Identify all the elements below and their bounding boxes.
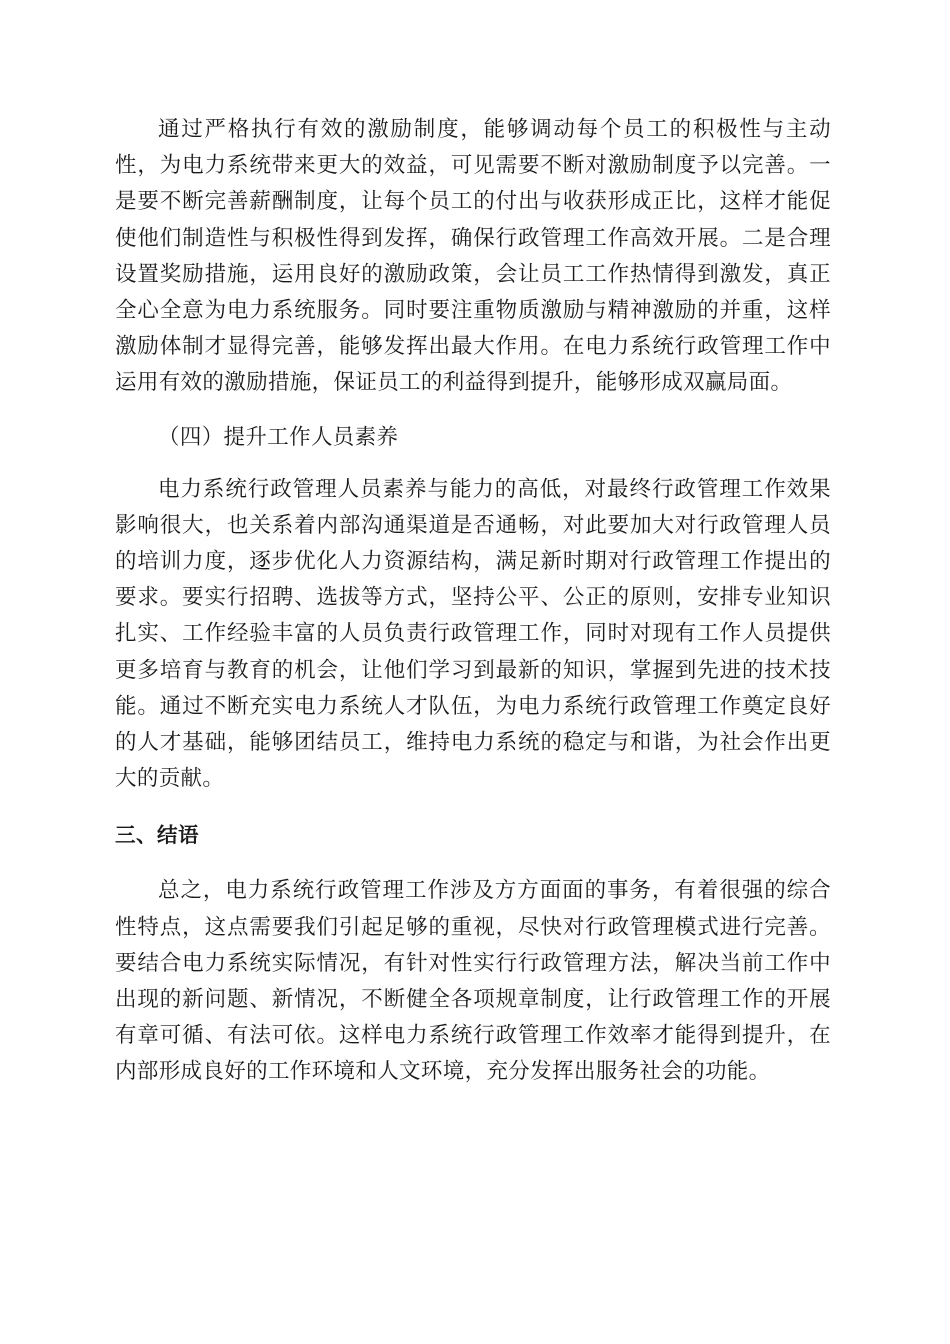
paragraph-staff-quality: 电力系统行政管理人员素养与能力的高低，对最终行政管理工作效果影响很大，也关系着内部沟通渠道是否通畅，对此要加大对行政管理人员的培训力度，逐步优化人力资源结构，满足新时期对行政管理工作提出的要求。要实行招聘、选拔等方式，坚持公平、公正的原则，安排专业知识扎实、工作经验丰富的人员负责行政管理工作，同时对现有工作人员提供更多培育与教育的机会，让他们学习到最新的知识，掌握到先进的技术技能。通过不断充实电力系统人才队伍，为电力系统行政管理工作奠定良好的人才基础，能够团结员工，维持电力系统的稳定与和谐，为社会作出更大的贡献。 (115, 476, 831, 792)
spacer (115, 797, 831, 817)
paragraph-conclusion: 总之，电力系统行政管理工作涉及方方面面的事务，有着很强的综合性特点，这点需要我们引起足够的重视，尽快对行政管理模式进行完善。要结合电力系统实际情况，有针对性实行行政管理方法，解决当前工作中出现的新问题、新情况，不断健全各项规章制度，让行政管理工作的开展有章可循、有法可依。这样电力系统行政管理工作效率才能得到提升，在内部形成良好的工作环境和人文环境，充分发挥出服务社会的功能。 (115, 878, 831, 1085)
document-body (115, 112, 831, 1091)
section-heading-conclusion: 三、结语 (115, 823, 199, 848)
paragraph-incentive-system: 通过严格执行有效的激励制度，能够调动每个员工的积极性与主动性，为电力系统带来更大的效益，可见需要不断对激励制度予以完善。一是要不断完善薪酬制度，让每个员工的付出与收获形成正比，这样才能促使他们制造性与积极性得到发挥，确保行政管理工作高效开展。二是合理设置奖励措施，运用良好的激励政策，会让员工工作热情得到激发，真正全心全意为电力系统服务。同时要注重物质激励与精神激励的并重，这样激励体制才显得完善，能够发挥出最大作用。在电力系统行政管理工作中运用有效的激励措施，保证员工的利益得到提升，能够形成双赢局面。 (115, 117, 831, 396)
subsection-heading-staff-quality: （四）提升工作人员素养 (158, 424, 399, 450)
spacer (115, 456, 831, 472)
spacer (115, 402, 831, 420)
spacer (115, 853, 831, 873)
